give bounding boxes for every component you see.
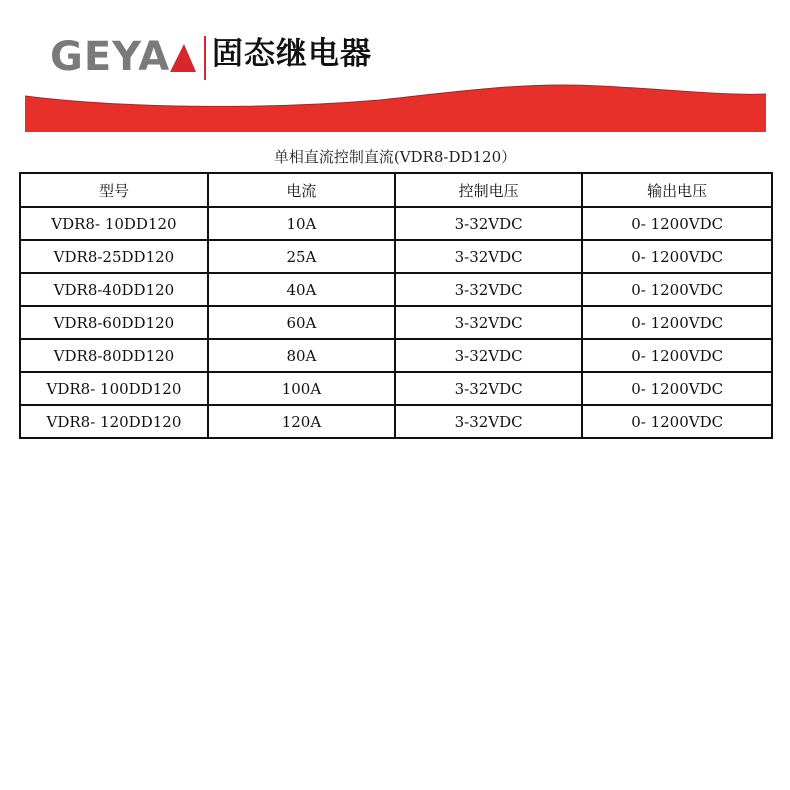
cell-model: VDR8- 120DD120 — [20, 405, 208, 438]
column-header-output-voltage: 输出电压 — [582, 173, 772, 207]
column-header-control-voltage: 控制电压 — [395, 173, 582, 207]
cell-current: 25A — [208, 240, 395, 273]
cell-control-voltage: 3-32VDC — [395, 306, 582, 339]
product-name: 固态继电器 — [212, 36, 372, 72]
table-row — [20, 405, 772, 438]
cell-output-voltage: 0- 1200VDC — [582, 339, 772, 372]
cell-current: 10A — [208, 207, 395, 240]
table-row — [20, 207, 772, 240]
page-header — [0, 0, 790, 140]
spec-table — [19, 172, 773, 439]
cell-model: VDR8- 10DD120 — [20, 207, 208, 240]
table-row — [20, 273, 772, 306]
cell-current: 60A — [208, 306, 395, 339]
cell-output-voltage: 0- 1200VDC — [582, 207, 772, 240]
cell-output-voltage: 0- 1200VDC — [582, 405, 772, 438]
logo-wordmark: GEYA — [50, 36, 171, 76]
logo-divider — [204, 36, 206, 80]
table-row — [20, 372, 772, 405]
cell-control-voltage: 3-32VDC — [395, 405, 582, 438]
cell-control-voltage: 3-32VDC — [395, 273, 582, 306]
cell-output-voltage: 0- 1200VDC — [582, 306, 772, 339]
cell-control-voltage: 3-32VDC — [395, 339, 582, 372]
cell-model: VDR8-80DD120 — [20, 339, 208, 372]
table-header-row — [20, 173, 772, 207]
cell-model: VDR8-60DD120 — [20, 306, 208, 339]
spec-table-title: 单相直流控制直流(VDR8-DD120） — [273, 148, 517, 166]
cell-control-voltage: 3-32VDC — [395, 372, 582, 405]
cell-model: VDR8-40DD120 — [20, 273, 208, 306]
cell-model: VDR8-25DD120 — [20, 240, 208, 273]
cell-control-voltage: 3-32VDC — [395, 240, 582, 273]
cell-current: 40A — [208, 273, 395, 306]
cell-current: 120A — [208, 405, 395, 438]
table-row — [20, 339, 772, 372]
column-header-current: 电流 — [208, 173, 395, 207]
cell-current: 100A — [208, 372, 395, 405]
table-row — [20, 240, 772, 273]
logo-triangle-mark — [170, 44, 196, 72]
column-header-model: 型号 — [20, 173, 208, 207]
table-row — [20, 306, 772, 339]
cell-control-voltage: 3-32VDC — [395, 207, 582, 240]
geya-logo — [50, 36, 198, 76]
cell-output-voltage: 0- 1200VDC — [582, 273, 772, 306]
red-wave-banner — [0, 78, 790, 136]
cell-model: VDR8- 100DD120 — [20, 372, 208, 405]
cell-output-voltage: 0- 1200VDC — [582, 372, 772, 405]
cell-output-voltage: 0- 1200VDC — [582, 240, 772, 273]
cell-current: 80A — [208, 339, 395, 372]
